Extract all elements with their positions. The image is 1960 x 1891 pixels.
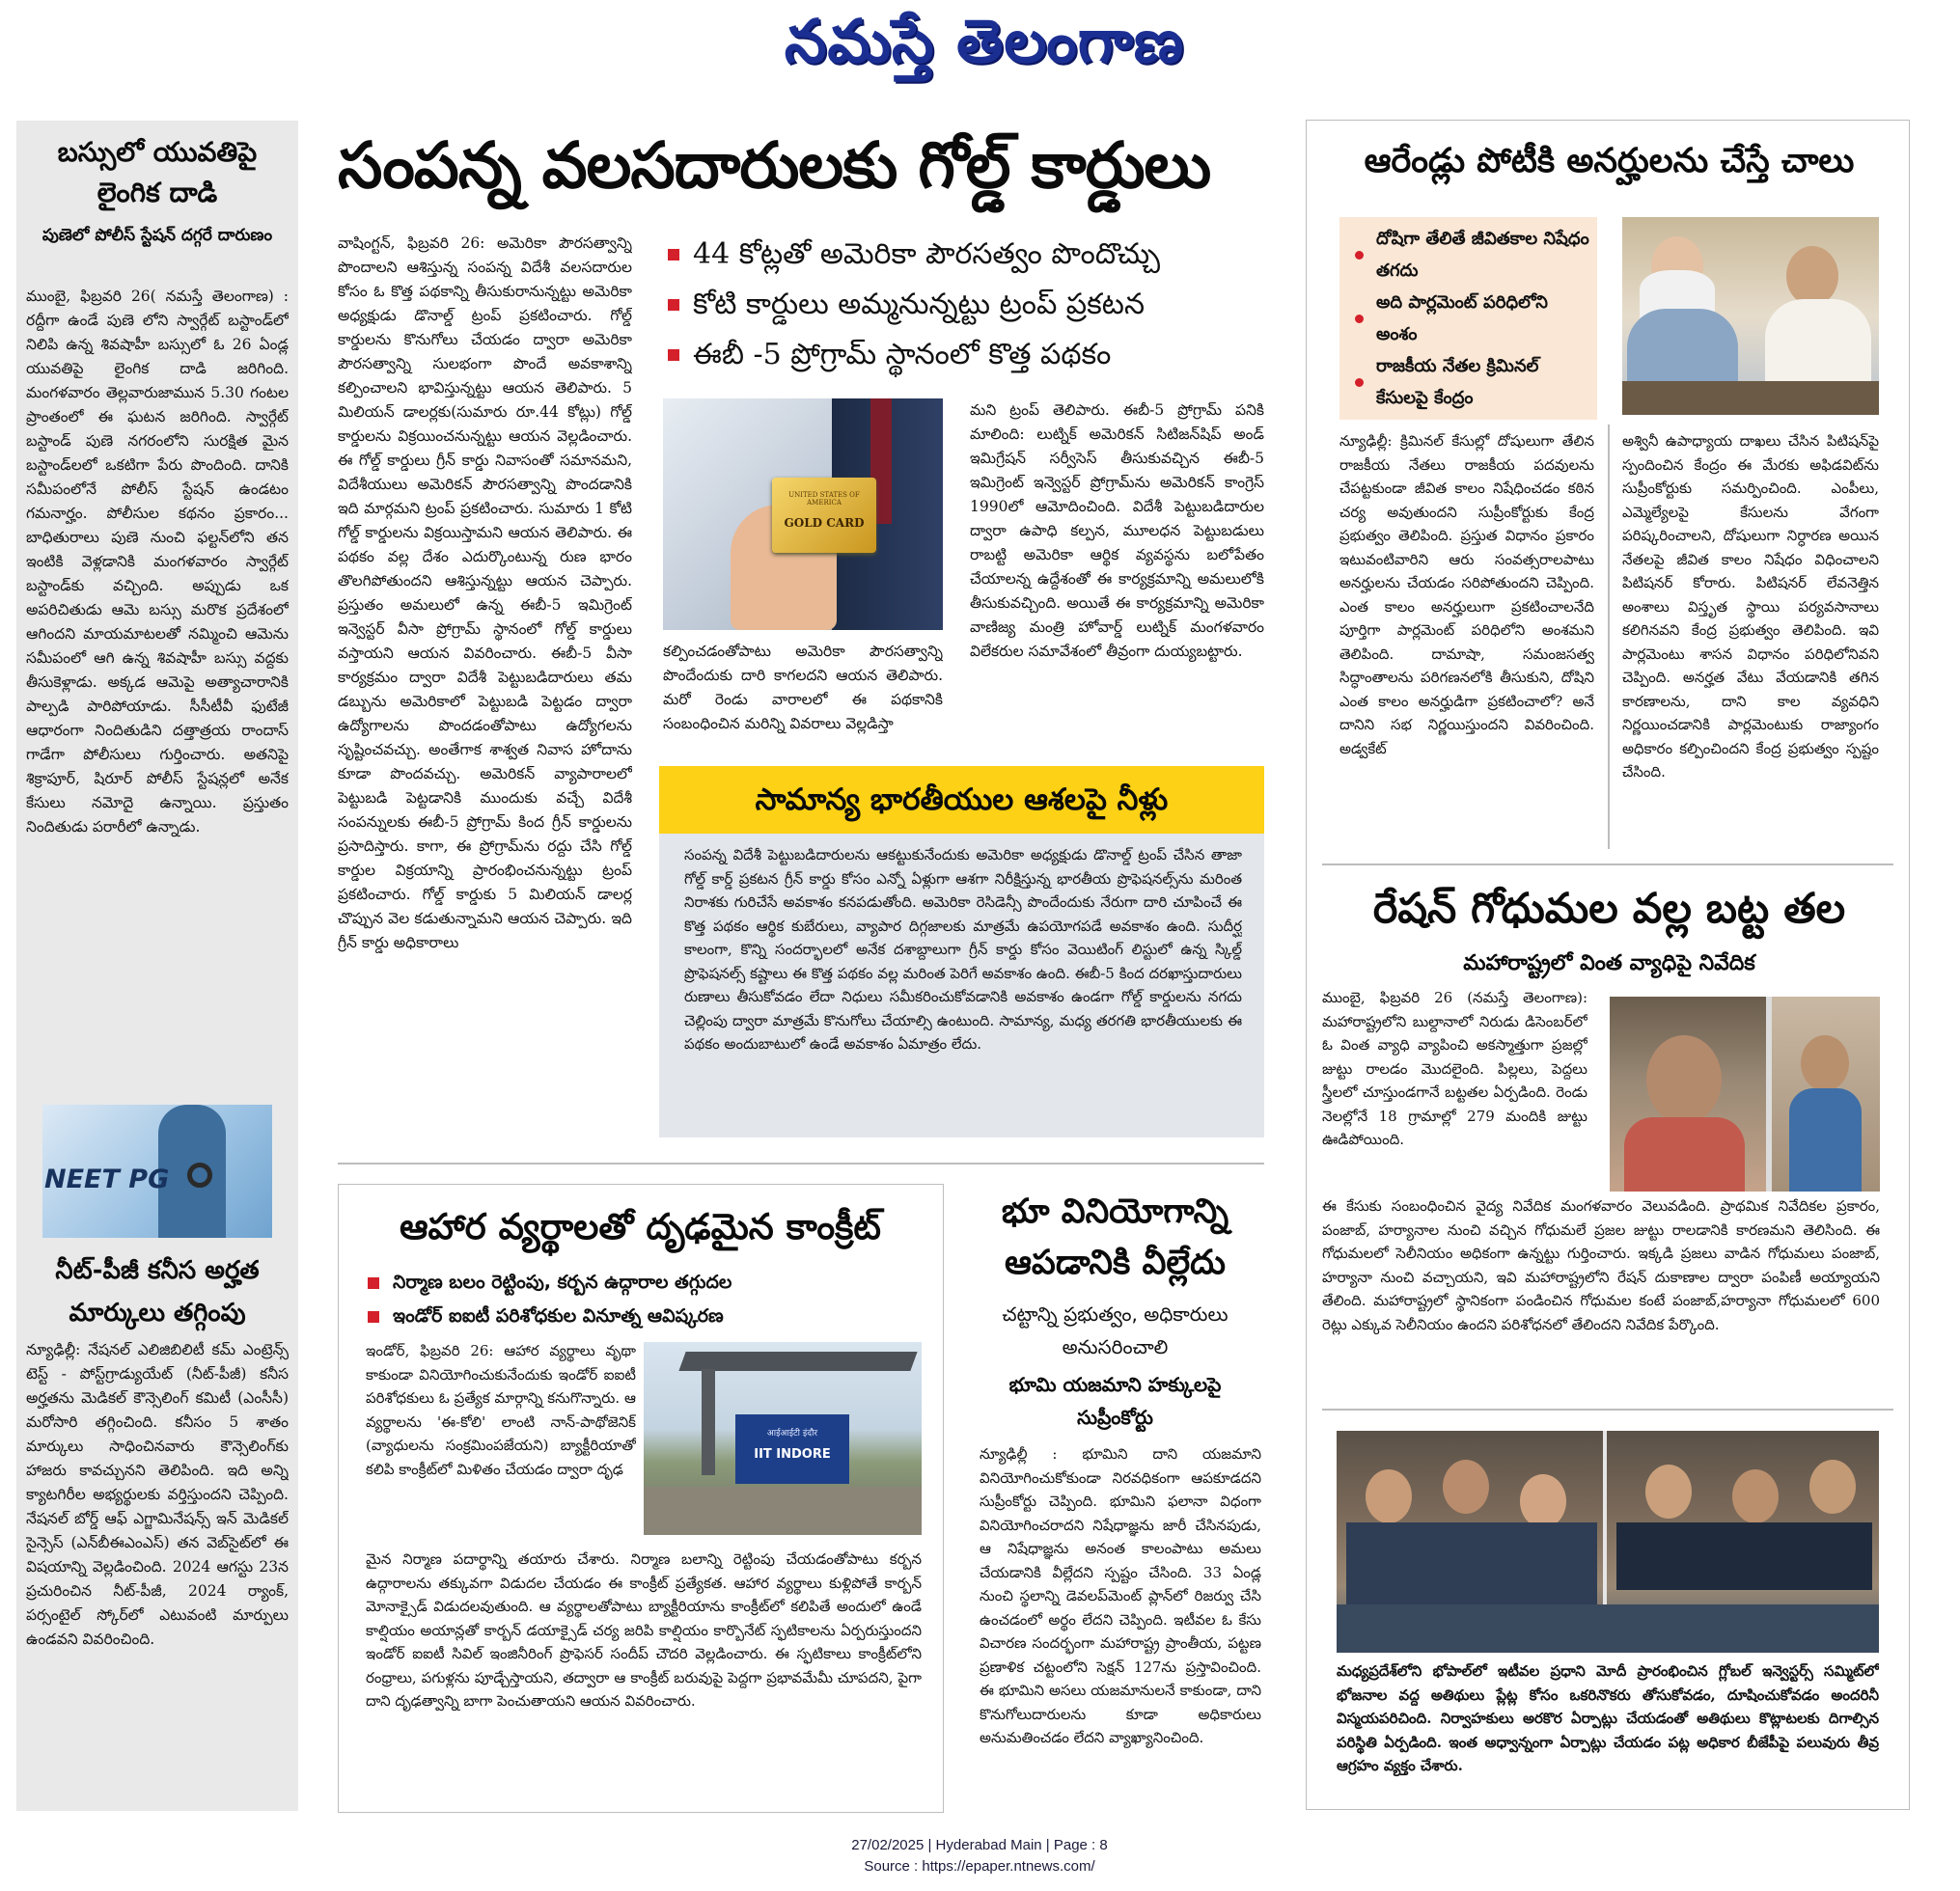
gold-card-small-text: UNITED STATES OF AMERICA [788, 491, 860, 507]
body-disqualification-col2: అశ్వినీ ఉపాధ్యాయ దాఖలు చేసిన పిటిషన్‌పై స్పందించిన కేంద్రం ఈ మేరకు అఫిడవిట్‌ను సుప్రీంకోర్టుకు సమర్పించింది. ఎంపీలు, ఎమ్మెల్యేలపై కేసులను వేగంగా పరిష్కరించాలని, దోషులుగా నిర్ధారణ అయిన నేతలపై జీవిత కాలం నిషేధం విధించాలని పిటిషనర్ కోరారు. పిటిషనర్ లేవనెత్తిన అంశాలు విస్తృత స్థాయి పర్యవసానాలు కలిగినవని కేంద్ర ప్రభుత్వం తెలిపింది. ఇవి పార్లమెంటు శాసన విధానం పరిధిలోనివని చెప్పింది. అనర్హత వేటు వేయడానికి తగిన కారణాలను, దాని కాల వ్యవధిని నిర్ణయించడానికి పార్లమెంటుకు రాజ్యాంగం అధికారం కల్పించిందని కేంద్ర ప్రభుత్వం స్పష్టం చేసింది. [1622, 432, 1879, 781]
iit-indore-photo [644, 1342, 922, 1535]
footer-source: Source : https://epaper.ntnews.com/ [864, 1858, 1095, 1875]
body-ration-wheat-bottom: ఈ కేసుకు సంబంధించిన వైద్య నివేదిక మంగళవారం వెలువడింది. ప్రాథమిక నివేదికల ప్రకారం, పంజాబ్, హర్యానాల నుంచి వచ్చిన గోధుమలే ప్రజల జుట్టు రాలడానికి కారణమని తెలిసింది. ఈ గోధుమలలో సెలీనియం అధికంగా ఉన్నట్టు గుర్తించారు. ఇక్కడి ప్రజలు వాడిన గోధుమలు పంజాబ్, హర్యానా నుంచి వచ్చాయని, ఇవి మహారాష్ట్రలోని రేషన్ దుకాణాల ద్వారా పంపిణీ అయ్యాయని తేలింది. మహారాష్ట్రలో స్థానికంగా పండించిన గోధుమల కంటే పంజాబ్,హర్యానా గోధుమలలో 600 రెట్లు ఎక్కువ సెలీనియం ఉందని పరిశోధనలో తేలిందని నివేదిక పేర్కొంది. [1322, 1197, 1880, 1333]
gold-card-photo [663, 398, 943, 630]
gold-card-text: GOLD CARD [784, 516, 865, 530]
buffet-counter [1337, 1604, 1879, 1653]
body-food-concrete-bottom: మైన నిర్మాణ పదార్థాన్ని తయారు చేశారు. నిర్మాణ బలాన్ని రెట్టింపు చేయడంతోపాటు కర్బన ఉద్గారాలను తక్కువగా విడుదల చేయడం ఈ కాంక్రీట్ ప్రత్యేకత. ఆహార వ్యర్థాలు కుళ్లిపోతే కార్బన్ మోనాక్సైడ్ విడుదలవుతుంది. ఆ వ్యర్థాలతోపాటు బ్యాక్టీరియాను కాంక్రీట్‌లో కలిపితే అందులో ఉండే కాల్షియం అయాన్లతో కార్బన్ డయాక్సైడ్ చర్య జరిపి కాల్షియం కార్బొనేట్ స్ఫటికాలను ఏర్పరుస్తుందని ఇండోర్ ఐఐటీ సివిల్ ఇంజినీరింగ్ ప్రొఫెసర్ సందీప్ చౌదరి వెల్లడించారు. ఈ స్ఫటికాలు కాంక్రీట్‌లోని రంధ్రాలు, పగుళ్లను పూడ్చేస్తాయని, తద్వారా ఆ కాంక్రీట్ బరువుపై పెద్దగా ప్రభావమేమీ చూపదని, పైగా దాని దృఢత్వాన్ని బాగా పెంచుతాయని ఆయన వివరించారు. [366, 1550, 922, 1710]
body-land-use: న్యూఢిల్లీ : భూమిని దాని యజమాని వినియోగించుకోకుండా నిరవధికంగా ఆపకూడదని సుప్రీంకోర్టు చెప్పింది. భూమిని ఫలానా విధంగా వినియోగించరాదని నిషేధాజ్ఞను జారీ చేసినపుడు, ఆ నిషేధాజ్ఞను అనంత కాలంపాటు అమలు చేయడానికి వీల్లేదని స్పష్టం చేసింది. 33 ఏండ్ల నుంచి స్థలాన్ని డెవలప్‌మెంట్ ప్లాన్‌లో రిజర్వు చేసి ఉంచడంలో అర్థం లేదని చెప్పింది. ఇటీవల ఓ కేసు విచారణ సందర్భంగా మహారాష్ట్ర ప్రాంతీయ, పట్టణ ప్రణాళిక చట్టంలోని సెక్షన్ 127ను ప్రస్తావించింది. ఈ భూమిని అసలు యజమానులనే కాకుండా, దాని కొనుగోలుదారులను కూడా అధికారులు అనుమతించడం లేదని వ్యాఖ్యానించింది. [980, 1445, 1261, 1746]
headline-food-concrete: ఆహార వ్యర్థాలతో దృఢమైన కాంక్రీట్ [400, 1206, 881, 1247]
person-head [1809, 1460, 1856, 1514]
summit-food-photo [1337, 1431, 1879, 1653]
ground-area [644, 1487, 922, 1535]
subhead-land-use-1: చట్టాన్ని ప్రభుత్వం, అధికారులు అనుసరించాలి [1002, 1302, 1228, 1358]
bullet-item: 44 కోట్లతో అమెరికా పౌరసత్వం పొందొచ్చు [664, 230, 1272, 280]
body-bus-assault: ముంబై, ఫిబ్రవరి 26( నమస్తే తెలంగాణ) : రద్దీగా ఉండే పుణె లోని స్వార్గేట్ బస్టాండ్‌లో నిలిపి ఉన్న శివషాహీ బస్సులో ఓ 26 ఏండ్ల యువతిపై లైంగిక దాడి జరిగింది. మంగళవారం తెల్లవారుజామున 5.30 గంటల ప్రాంతంలో ఈ ఘటన జరిగింది. స్వార్గేట్ బస్టాండ్ పుణె నగరంలోని సురక్షిత మైన బస్టాండ్‌లలో ఒకటిగా పేరు పొందింది. దానికి సమీపంలోనే పోలీస్ స్టేషన్ ఉండటం గమనార్హం. పోలీసుల కథనం ప్రకారం... బాధితురాలు పుణె నుంచి ఫల్టన్‌లోని తన ఇంటికి వెళ్లడానికి మంగళవారం స్వార్గేట్ బస్టాండ్‌కు వచ్చింది. అప్పుడు ఒక అపరిచితుడు ఆమె బస్సు మరొక ప్రదేశంలో ఆగిందని మాయమాటలతో నమ్మించి ఆమెను సమీపంలో ఆగి ఉన్న శివషాహీ బస్సు వద్దకు తీసుకెళ్లాడు. అక్కడ ఆమెపై అత్యాచారానికి పాల్పడి పారిపోయాడు. సీసీటీవీ ఫుటేజీ ఆధారంగా నిందితుడిని దత్తాత్రయ రాందాస్ గాడేగా పోలీసులు గుర్తించారు. అతనిపై శిక్రాపూర్, షిరూర్ పోలీస్ స్టేషన్లలో అనేక కేసులు నమోదై ఉన్నాయి. ప్రస్తుతం నిందితుడు పరారీలో ఉన్నాడు. [26, 288, 289, 836]
bullets-food-concrete [364, 1266, 924, 1333]
photo-right-panel [1772, 997, 1880, 1192]
body-neet: న్యూఢిల్లీ: నేషనల్ ఎలిజిబిలిటీ కమ్ ఎంట్రెన్స్ టెస్ట్ - పోస్ట్‌గ్రాడ్యుయేట్ (నీట్-పీజీ) కనీస అర్హతను మెడికల్ కౌన్సెలింగ్ కమిటీ (ఎంసీసీ) మరోసారి తగ్గించింది. కనీసం 5 శాతం మార్కులు సాధించినవారు కౌన్సెలింగ్‌కు హాజరు కావచ్చునని తెలిపింది. ఇది అన్ని క్యాటగిరీల అభ్యర్థులకు వర్తిస్తుందని చెప్పింది. నేషనల్ బోర్డ్ ఆఫ్ ఎగ్జామినేషన్స్ ఇన్ మెడికల్ సైన్సెస్ (ఎన్‌బీఈఎంఎస్) తన వెబ్‌సైట్‌లో ఈ విషయాన్ని వెల్లడించింది. 2024 ఆగస్టు 23న ప్రచురించిన నీట్-పీజీ, 2024 ర్యాంక్, పర్సంటైల్ స్కోర్‌లో ఎటువంటి మార్పులు ఉండవని వివరించింది. [26, 1341, 289, 1648]
body-indian-hopes: సంపన్న విదేశీ పెట్టుబడిదారులను ఆకట్టుకునేందుకు అమెరికా అధ్యక్షుడు డొనాల్డ్ ట్రంప్ చేసిన తాజా గోల్డ్ కార్డ్ ప్రకటన గ్రీన్ కార్డు కోసం ఎన్నో ఏళ్లుగా ఆశగా నిరీక్షిస్తున్న భారతీయ ప్రొఫెషనల్స్‌ను మరింత నిరాశకు గురిచేసే అవకాశం కనపడుతోంది. అమెరికా రెసిడెన్సీ పొందేందుకు నేరుగా దారి చూపించే ఈ కొత్త పథకం ఆర్థిక కుబేరులు, వ్యాపార దిగ్గజాలకు మాత్రమే ఉపయోగపడే అవకాశం ఉంది. సుదీర్ఘ కాలంగా, కొన్ని సందర్భాలలో అనేక దశాబ్దాలుగా గ్రీన్ కార్డు కోసం వెయిటింగ్ లిస్టులో ఉన్న స్కిల్డ్ ప్రొఫెషనల్స్ కష్టాలు ఈ కొత్త పథకం వల్ల మరింత పెరిగే అవకాశం ఉంది. ఈబీ-5 కింద దరఖాస్తుదారులు రుణాలు తీసుకోవడం లేదా నిధులు సమీకరించుకోవడానికి అవకాశం ఉండగా గోల్డ్ కార్డులను నగదు చెల్లింపు ద్వారా మాత్రమే కొనుగోలు చేయాల్సి ఉంటుంది. సామాన్య, మధ్య తరగతి భారతీయులకు ఈ పథకం అందుబాటులో ఉండే అవకాశం ఏమాత్రం లేదు. [684, 846, 1242, 1053]
left-column [16, 121, 298, 1811]
neet-pg-photo [42, 1105, 272, 1238]
box-food-concrete [338, 1184, 944, 1813]
caption-summit-photo: మధ్యప్రదేశ్‌లోని భోపాల్‌లో ఇటీవల ప్రధాని మోదీ ప్రారంభించిన గ్లోబల్ ఇన్వెస్టర్స్ సమ్మిట్‌లో భోజనాల వద్ద అతిథులు ప్లేట్ల కోసం ఒకరినొకరు తోసుకోవడం, దూషించుకోవడం అందరినీ విస్మయపరిచింది. నిర్వాహకులు అరకొర ఏర్పాట్లు చేయడంతో అతిథులు కొట్లాటలకు దిగాల్సిన పరిస్థితి ఏర్పడింది. ఇంత అధ్వాన్నంగా ఏర్పాట్లు చేయడం పట్ల అధికార బీజేపీపై పలువురు తీవ్ర ఆగ్రహం వ్యక్తం చేశారు. [1337, 1662, 1879, 1774]
body-gold-cards-col1: వాషింగ్టన్, ఫిబ్రవరి 26: అమెరికా పౌరసత్వాన్ని పొందాలని ఆశిస్తున్న సంపన్న విదేశీ వలసదారుల కోసం ఓ కొత్త పథకాన్ని తీసుకురానున్నట్టు అమెరికా అధ్యక్షుడు డొనాల్డ్ ట్రంప్ ప్రకటించారు. గోల్డ్ కార్డులను కొనుగోలు చేయడం ద్వారా అమెరికా పౌరసత్వాన్ని సులభంగా పొందే అవకాశాన్ని కల్పించాలని భావిస్తున్నట్టు ఆయన తెలిపారు. 5 మిలియన్ డాలర్లకు(సుమారు రూ.44 కోట్లు) గోల్డ్ కార్డులను విక్రయించనున్నట్టు ఆయన వెల్లడించారు. ఈ గోల్డ్ కార్డులు గ్రీన్ కార్డు నివాసంతో సమానమని, విదేశీయులు అమెరికన్ పౌరసత్వాన్ని పొందడానికి ఇది మార్గమని ట్రంప్ ప్రకటించారు. సుమారు 1 కోటి గోల్డ్ కార్డులను విక్రయిస్తామని ఆయన తెలిపారు. ఈ పథకం వల్ల దేశం ఎదుర్కొంటున్న రుణ భారం తొలగిపోతుందని ఆశిస్తున్నట్టు ఆయన చెప్పారు. ప్రస్తుతం అమలులో ఉన్న ఈబీ-5 ఇమిగ్రెంట్ ఇన్వెస్టర్ వీసా ప్రోగ్రామ్ స్థానంలో గోల్డ్ కార్డులు వస్తాయని ఆయన వివరించారు. ఈబీ-5 వీసా కార్యక్రమం ద్వారా విదేశీ పెట్టుబడిదారులు తమ డబ్బును అమెరికాలో పెట్టుబడి పెట్టడం ద్వారా ఉద్యోగాలను పొందడంతోపాటు ఉద్యోగలను సృష్టించవచ్చు. అంతేగాక శాశ్వత నివాస హోదాను కూడా పొందవచ్చు. అమెరికన్ వ్యాపారాలలో పెట్టుబడి పెట్టడానికి ముందుకు వచ్చే విదేశీ సంపన్నులకు ఈబీ-5 ప్రోగ్రామ్ కింద గ్రీన్ కార్డులను ప్రసాదిస్తారు. కాగా, ఈ ప్రోగ్రామ్‌ను రద్దు చేసి గోల్డ్ కార్డుల విక్రయాన్ని ప్రారంభించనున్నట్టు ట్రంప్ ప్రకటించారు. గోల్డ్ కార్డుకు 5 మిలియన్ డాలర్ల చొప్పున వెల కడుతున్నామని ఆయన చెప్పారు. ఇది గ్రీన్ కార్డు అధికారాలు [338, 234, 632, 951]
headline-land-use: భూ వినియోగాన్ని ఆపడానికి వీల్లేదు [1001, 1192, 1229, 1282]
column-divider [1608, 425, 1610, 849]
section-divider [338, 1163, 1264, 1165]
child-head [1801, 1035, 1849, 1091]
bullet-item: నిర్మాణ బలం రెట్టింపు, కర్బన ఉద్గారాల తగ్గుదల [364, 1266, 924, 1300]
bullet-item: ఈబీ -5 ప్రోగ్రామ్ స్థానంలో కొత్త పథకం [664, 330, 1272, 380]
bullets-gold-cards [664, 230, 1272, 380]
body-ration-wheat-top: ముంబై, ఫిబ్రవరి 26 (నమస్తే తెలంగాణ): మహారాష్ట్రలోని బుల్దానాలో నిరుడు డిసెంబర్‌లో ఓ వింత వ్యాధి వ్యాపించి అకస్మాత్తుగా ప్రజల్లో జుట్టు రాలడం మొదలైంది. పిల్లలు, పెద్దలు స్త్రీలలో చూస్తుండగానే బట్టతల ఏర్పడింది. రెండు నెలల్లోనే 18 గ్రామాల్లో 279 మందికి జుట్టు ఊడిపోయింది. [1322, 989, 1587, 1148]
crowd-bodies [1616, 1522, 1872, 1590]
pillar-shape [702, 1369, 715, 1475]
bullet-item: దోషిగా తేలితే జీవితకాల నిషేధం తగదు [1347, 223, 1593, 287]
masthead-logo: నమస్తే తెలంగాణ [784, 6, 1185, 76]
person-head [1645, 1465, 1692, 1519]
table-edge [1622, 381, 1879, 415]
crowd-bodies [1346, 1522, 1597, 1609]
body-gold-cards-col3: మని ట్రంప్ తెలిపారు. ఈబీ-5 ప్రోగ్రామ్ పనికి మాలింది: లుట్నిక్ అమెరికన్ సిటిజన్‌షిప్ అండ్ ఇమిగ్రేషన్ సర్వీసెస్ తీసుకువచ్చిన ఈబీ-5 ఇమిగ్రెంట్ ఇన్వెస్టర్ ప్రోగ్రామ్‌ను అమెరికన్ కాంగ్రెస్ 1990లో ఆమోదించింది. విదేశీ పెట్టుబడిదారుల ద్వారా ఉపాధి కల్పన, మూలధన పెట్టుబడులు రాబట్టి అమెరికా ఆర్థిక వ్యవస్థను బలోపేతం చేయాలన్న ఉద్దేశంతో ఈ కార్యక్రమాన్ని అమలులోకి తీసుకువచ్చింది. అయితే ఈ కార్యక్రమాన్ని అమెరికా వాణిజ్య మంత్రి హోవార్డ్ లుట్నిక్ మంగళవారం విలేకరుల సమావేశంలో తీవ్రంగా దుయ్యబట్టారు. [970, 401, 1264, 660]
neet-pg-image-label: NEET PG [44, 1165, 170, 1194]
section-divider [1322, 863, 1893, 865]
headline-bus-assault: బస్సులో యువతిపై లైంగిక దాడి [57, 136, 258, 208]
section-divider [1322, 1409, 1893, 1411]
sign-text: IIT INDORE [754, 1447, 831, 1462]
photo-left-panel [1610, 997, 1766, 1192]
hair-loss-photo [1610, 997, 1880, 1192]
person-head [1520, 1474, 1566, 1528]
bullets-disqualification [1347, 223, 1593, 414]
headline-neet: నీట్-పీజీ కనీస అర్హత మార్కులు తగ్గింపు [55, 1256, 260, 1328]
subhead-ration-wheat: మహారాష్ట్రలో వింత వ్యాధిపై నివేదిక [1463, 951, 1755, 975]
bullet-item: అది పార్లమెంట్ పరిధిలోని అంశం [1347, 287, 1593, 350]
gold-card [772, 478, 876, 553]
stethoscope-icon [187, 1163, 212, 1188]
sign-hindi-text: आईआईटी इंदौर [766, 1429, 818, 1439]
person-saree [1624, 1117, 1745, 1192]
bullet-item: రాజకీయ నేతల క్రిమినల్ కేసులపై కేంద్రం [1347, 350, 1593, 414]
bullet-item: కోటి కార్డులు అమ్మనున్నట్టు ట్రంప్ ప్రకటన [664, 280, 1272, 330]
roof-structure [678, 1352, 917, 1371]
person-head [1786, 246, 1838, 306]
headline-disqualification: ఆరేండ్లు పోటీకి అనర్హులను చేస్తే చాలు [1364, 142, 1855, 180]
body-gold-cards-col2: కల్పించడంతోపాటు అమెరికా పౌరసత్వాన్ని పొందేందుకు దారి కాగలదని ఆయన తెలిపారు. మరో రెండు వారాలలో ఈ పథకానికి సంబంధించిన మరిన్ని వివరాలు వెల్లడిస్తా [663, 643, 943, 732]
body-food-concrete-top: ఇండోర్, ఫిబ్రవరి 26: ఆహార వ్యర్థాలు వృథా కాకుండా వినియోగించుకునేందుకు ఇండోర్ ఐఐటీ పరిశోధకులు ఓ ప్రత్యేక మార్గాన్ని కనుగొన్నారు. ఆ వ్యర్థాలను 'ఈ-కోలి' లాంటి నాన్-పాథోజెనిక్ (వ్యాధులను సంక్రమింపజేయని) బ్యాక్టీరియాతో కలిపి కాంక్రీట్‌లో మిళితం చేయడం ద్వారా దృఢ [366, 1342, 636, 1478]
child-shirt [1789, 1088, 1862, 1192]
headline-ration-wheat: రేషన్ గోధుమల వల్ల బట్ట తల [1372, 885, 1846, 933]
body-disqualification-col1: న్యూఢిల్లీ: క్రిమినల్ కేసుల్లో దోషులుగా తేలిన రాజకీయ నేతలు రాజకీయ పదవులను చేపట్టకుండా జీవిత కాలం నిషేధించడం కఠిన చర్య అవుతుందని సుప్రీంకోర్టుకు కేంద్ర ప్రభుత్వం తెలిపింది. ప్రస్తుత విధానం ప్రకారం ఇటువంటివారిని ఆరు సంవత్సరాలపాటు అనర్హులను చేయడం సరిపోతుందని చెప్పింది. ఎంత కాలం అనర్హులుగా ప్రకటించాలనేది పూర్తిగా పార్లమెంట్ పరిధిలోని అంశమని తెలిపింది. దామాషా, సమంజసత్వ సిద్ధాంతాలను పరిగణనలోకి తీసుకుని, దోషిని ఎంత కాలం అనర్హుడిగా ప్రకటించాలో? అనే దానిని సభ నిర్ణయిస్తుందని వివరించింది. అడ్వకేట్ [1339, 432, 1594, 757]
headline-indian-hopes: సామాన్య భారతీయుల ఆశలపై నీళ్లు [755, 782, 1169, 817]
subbox-heading-band [659, 766, 1264, 834]
footer-date-edition: 27/02/2025 | Hyderabad Main | Page : 8 [851, 1837, 1108, 1853]
leaders-photo [1622, 217, 1879, 415]
subbox-body-panel [659, 834, 1264, 1137]
bullets-panel [1339, 217, 1597, 420]
person-head [1443, 1460, 1489, 1514]
subhead-bus-assault: పుణెలో పోలీస్ స్టేషన్ దగ్గరే దారుణం [41, 226, 273, 245]
person-head [1646, 1035, 1722, 1124]
person-head [1732, 1469, 1779, 1523]
bullet-item: ఇండోర్ ఐఐటీ పరిశోధకుల వినూత్న ఆవిష్కరణ [364, 1300, 924, 1333]
institute-sign [735, 1414, 849, 1484]
person-head [1366, 1469, 1412, 1523]
subhead-land-use-2: భూమి యజమాని హక్కులపై సుప్రీంకోర్టు [1008, 1373, 1222, 1429]
headline-gold-cards: సంపన్న వలసదారులకు గోల్డ్ కార్డులు [338, 128, 1211, 203]
